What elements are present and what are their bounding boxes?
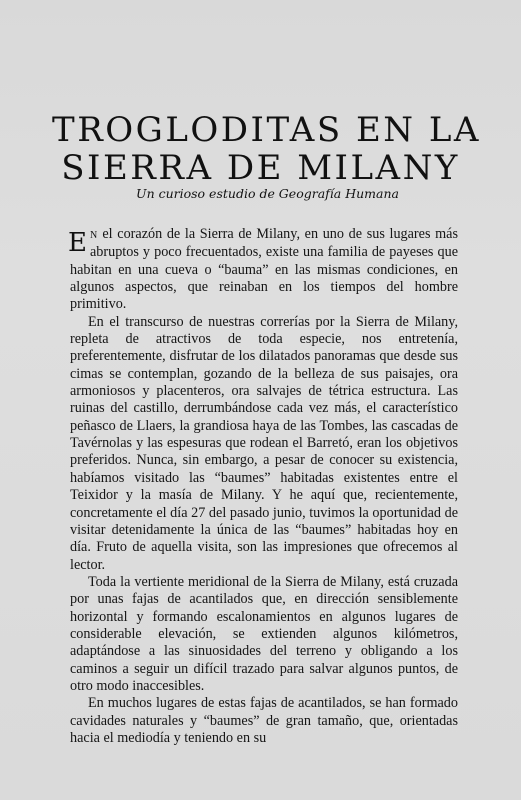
paragraph-4: En muchos lugares de estas fajas de acantilados, se han formado cavidades naturales y “baumes” de gran tamaño, que, orientadas hacia el mediodía y teniendo en su: [70, 695, 458, 746]
article-subtitle: Un curioso estudio de Geografía Humana: [136, 186, 399, 201]
drop-cap: E: [68, 228, 87, 258]
paragraph-2: En el transcurso de nuestras correrías por la Sierra de Milany, repleta de atractivos de toda especie, nos entretenía, preferentemente, disfrutar de los dilatados panoramas que desde sus cimas se contemplan, gozando de la belleza de sus paisajes, ora armoniosos y placenteros, ora salvajes de tétrica estructura. Las ruinas del castillo, derrumbándose cada vez más, el característico peñasco de Llaers, la grandiosa haya de las Tombes, las cascadas de Tavérnolas y las espesuras que rodean el Barretó, eran los objetivos preferidos. Nunca, sin embargo, a pesar de conocer su existencia, habíamos visitado las “baumes” habitadas existentes entre el Teixidor y la masía de Milany. Y he aquí que, recientemente, concretamente el día 27 del pasado junio, tuvimos la oportunidad de visitar detenidamente la única de las “baumes” habitadas hoy en día. Fruto de aquella visita, son las impresiones que ofrecemos al lector.: [70, 313, 458, 573]
article-title-line-1: TROGLODITAS EN LA: [52, 110, 481, 150]
article-body: [70, 226, 458, 747]
paragraph-1: [70, 226, 458, 314]
paragraph-3: Toda la vertiente meridional de la Sierra de Milany, está cruzada por unas fajas de acantilados que, en dirección sensiblemente horizontal y formando escalonamientos en algunos lugares de considerable elevación, se extienden algunos kilómetros, adaptándose a las sinuosidades del terreno y obligando a los caminos a seguir un difícil trazado para salvar algunos puntos, de otro modo inaccesibles.: [70, 573, 458, 694]
article-title-line-2: SIERRA DE MILANY: [61, 148, 460, 188]
paragraph-1-text: el corazón de la Sierra de Milany, en uno de sus lugares más abruptos y poco frecuentados, existe una familia de payeses que habitan en una cueva o “bauma” en las mismas condiciones, en algunos aspectos, que reinaban en los tiempos del hombre primitivo.: [70, 226, 458, 313]
first-word-rest: N: [89, 230, 98, 241]
